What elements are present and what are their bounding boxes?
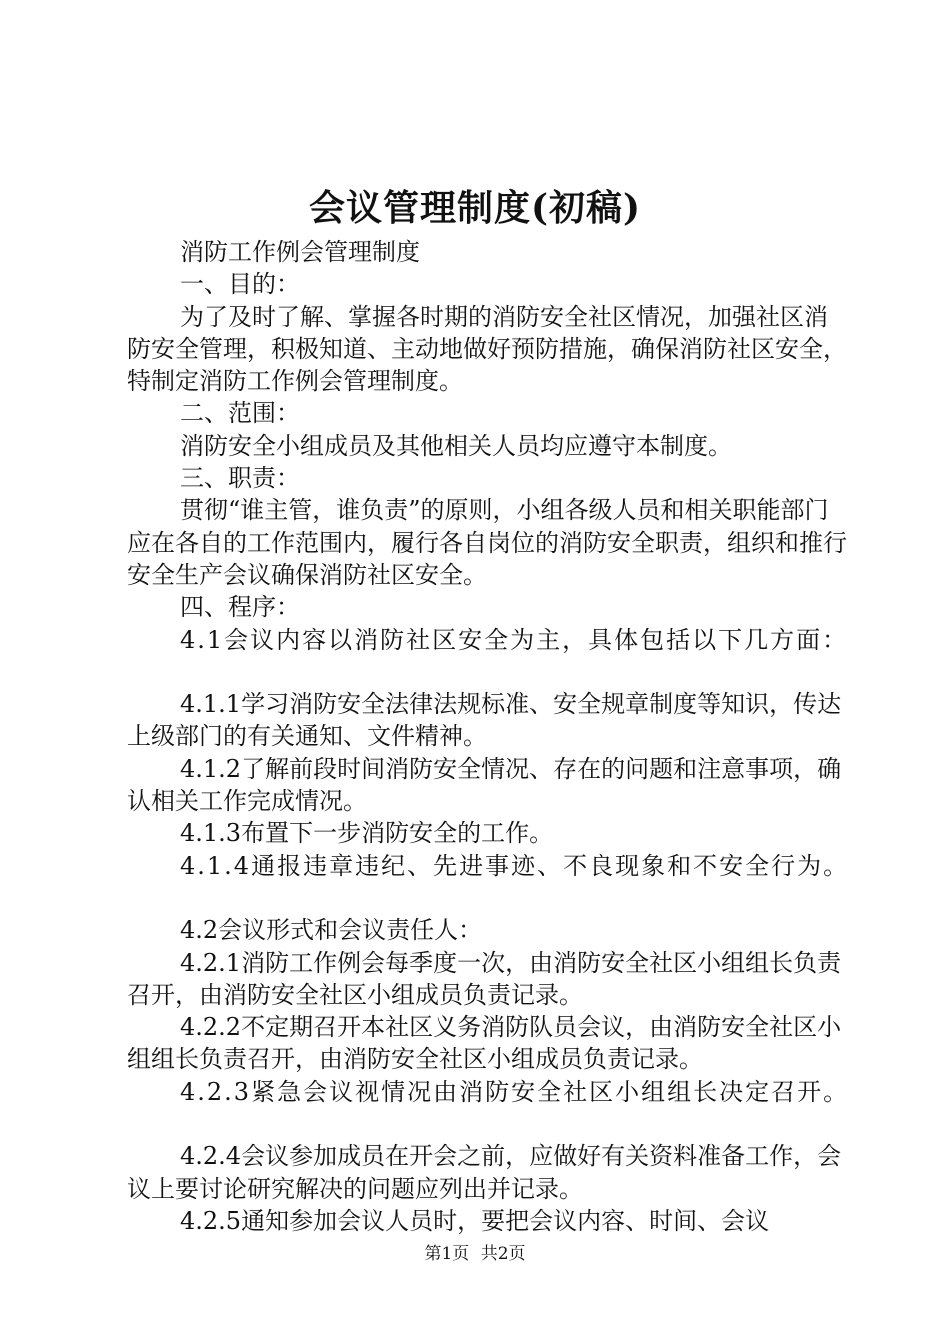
section-heading-duties: 三、职责：: [180, 464, 300, 493]
paragraph-4-2-1: 4.2.1消防工作例会每季度一次，由消防安全社区小组组长负责召开，由消防安全社区小组成员负责记录。: [127, 948, 842, 1009]
paragraph-scope: 消防安全小组成员及其他相关人员均应遵守本制度。: [180, 431, 732, 460]
section-heading-purpose: 一、目的：: [180, 270, 300, 299]
document-title: 会议管理制度(初稿): [308, 187, 642, 229]
section-heading-scope: 二、范围：: [180, 399, 300, 428]
paragraph-4-2-4: 4.2.4会议参加成员在开会之前，应做好有关资料准备工作，会议上要讨论研究解决的问题应列出并记录。: [127, 1142, 842, 1203]
document-body: [127, 236, 851, 1237]
paragraph-4-1-4: 4.1.4通报违章违纪、先进事迹、不良现象和不安全行为。: [180, 851, 850, 880]
paragraph-4-2-5: 4.2.5通知参加会议人员时，要把会议内容、时间、会议: [180, 1206, 770, 1235]
paragraph-4-2: 4.2会议形式和会议责任人：: [180, 916, 483, 945]
paragraph-4-1-1: 4.1.1学习消防安全法律法规标准、安全规章制度等知识，传达上级部门的有关通知、文件精神。: [127, 690, 842, 751]
page-number: 第1页: [424, 1244, 470, 1264]
paragraph-4-2-3: 4.2.3紧急会议视情况由消防安全社区小组组长决定召开。: [180, 1077, 850, 1106]
paragraph-4-1: 4.1会议内容以消防社区安全为主，具体包括以下几方面：: [180, 625, 849, 654]
blank-line: [127, 656, 851, 688]
page-footer: [0, 1242, 950, 1266]
page-total: 共2页: [480, 1244, 526, 1264]
blank-line: [127, 882, 851, 914]
blank-line: [127, 1108, 851, 1140]
paragraph-4-1-3: 4.1.3布置下一步消防安全的工作。: [180, 819, 554, 848]
section-heading-procedure: 四、程序：: [180, 593, 300, 622]
paragraph-4-1-2: 4.1.2了解前段时间消防安全情况、存在的问题和注意事项，确认相关工作完成情况。: [127, 754, 842, 816]
paragraph-subtitle: 消防工作例会管理制度: [180, 238, 420, 266]
paragraph-duties: 贯彻“谁主管，谁负责”的原则，小组各级人员和相关职能部门应在各自的工作范围内，履行各自岗位的消防安全职责，组织和推行安全生产会议确保消防社区安全。: [127, 496, 847, 589]
paragraph-4-2-2: 4.2.2不定期召开本社区义务消防队员会议，由消防安全社区小组组长负责召开，由消防安全社区小组成员负责记录。: [127, 1013, 842, 1074]
paragraph-purpose: 为了及时了解、掌握各时期的消防安全社区情况，加强社区消防安全管理，积极知道、主动地做好预防措施，确保消防社区安全，特制定消防工作例会管理制度。: [127, 302, 847, 396]
